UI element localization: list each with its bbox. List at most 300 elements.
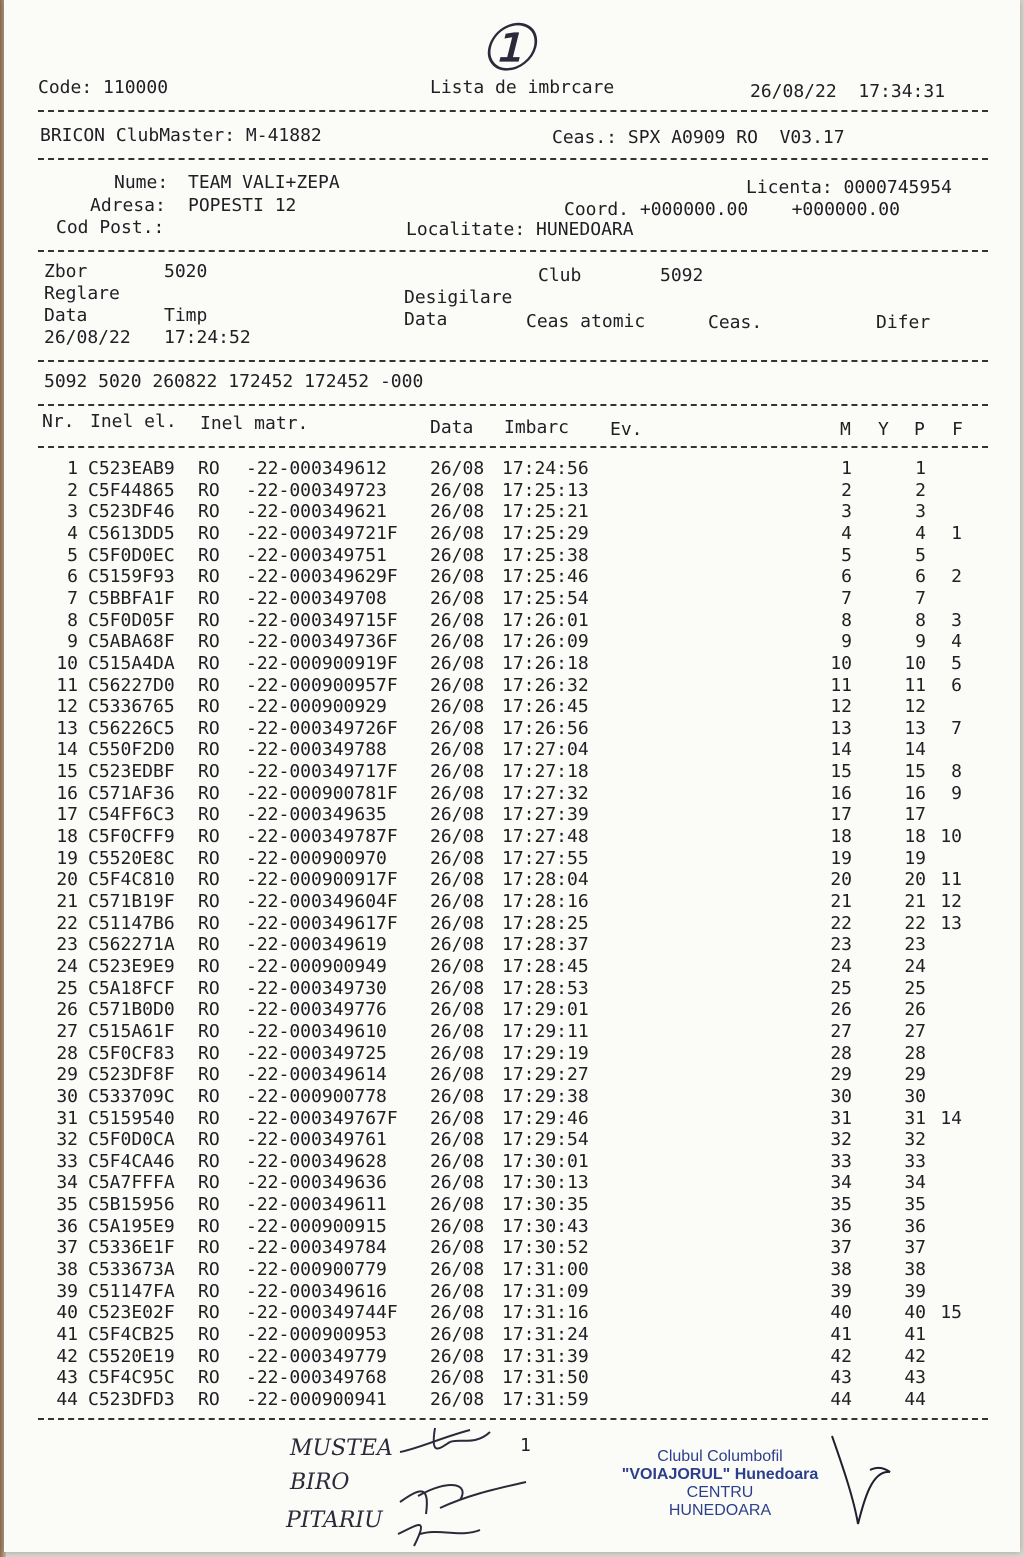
row-electronic-ring: C533709C <box>88 1085 175 1107</box>
row-nr: 18 <box>56 826 78 848</box>
row-date: 26/08 <box>430 847 485 869</box>
table-row <box>0 653 1000 675</box>
row-electronic-ring: C5BBFA1F <box>88 587 175 609</box>
summary-line: 5092 5020 260822 172452 172452 -000 <box>44 371 424 392</box>
row-f: 5 <box>951 652 962 674</box>
row-ring-number: -22-000349610 <box>246 1020 387 1042</box>
row-p: 35 <box>904 1194 926 1216</box>
row-p: 25 <box>904 977 926 999</box>
row-date: 26/08 <box>430 522 485 544</box>
table-row <box>0 523 1000 545</box>
row-electronic-ring: C523DF46 <box>88 501 175 523</box>
table-row <box>0 631 1000 653</box>
row-country: RO <box>198 1259 220 1281</box>
row-date: 26/08 <box>430 999 485 1021</box>
table-row <box>0 956 1000 978</box>
row-p: 1 <box>915 458 926 479</box>
row-nr: 38 <box>56 1259 78 1281</box>
owner-address: POPESTI 12 <box>188 195 297 216</box>
row-m: 32 <box>830 1129 852 1151</box>
row-nr: 3 <box>67 501 78 523</box>
signer-name-3: PITARIU <box>286 1508 383 1533</box>
row-m: 7 <box>841 587 852 609</box>
row-country: RO <box>198 1172 220 1194</box>
row-f: 12 <box>940 891 962 912</box>
row-country: RO <box>198 458 220 479</box>
row-arrival-time: 17:29:27 <box>502 1064 589 1086</box>
table-row <box>0 934 1000 956</box>
row-m: 8 <box>841 609 852 631</box>
row-m: 43 <box>830 1367 852 1389</box>
row-nr: 1 <box>67 458 78 479</box>
row-arrival-time: 17:26:56 <box>502 717 589 739</box>
flight-number: 5020 <box>164 261 208 282</box>
row-p: 39 <box>904 1280 926 1302</box>
row-p: 12 <box>904 696 926 718</box>
row-nr: 16 <box>56 782 78 804</box>
row-nr: 26 <box>56 999 78 1021</box>
row-electronic-ring: C5F4CB25 <box>88 1324 175 1345</box>
row-date: 26/08 <box>430 717 485 739</box>
row-nr: 36 <box>56 1215 78 1237</box>
row-m: 5 <box>841 544 852 566</box>
row-electronic-ring: C550F2D0 <box>88 739 175 761</box>
row-country: RO <box>198 847 220 869</box>
row-date: 26/08 <box>430 1064 485 1086</box>
row-f: 6 <box>951 674 962 696</box>
table-row <box>0 480 1000 502</box>
row-ring-number: -22-000349761 <box>246 1129 387 1151</box>
row-ring-number: -22-000349779 <box>246 1345 387 1367</box>
row-electronic-ring: C5A7FFFA <box>88 1172 175 1194</box>
row-ring-number: -22-000349619 <box>246 934 387 956</box>
row-m: 3 <box>841 501 852 523</box>
row-arrival-time: 17:25:13 <box>502 479 589 501</box>
row-m: 38 <box>830 1259 852 1281</box>
col-y: Y <box>878 419 889 440</box>
row-ring-number: -22-000900941 <box>246 1388 387 1410</box>
row-arrival-time: 17:30:01 <box>502 1150 589 1172</box>
row-electronic-ring: C56227D0 <box>88 674 175 696</box>
row-arrival-time: 17:28:25 <box>502 912 589 934</box>
row-country: RO <box>198 826 220 848</box>
row-date: 26/08 <box>430 587 485 609</box>
row-date: 26/08 <box>430 977 485 999</box>
row-nr: 37 <box>56 1237 78 1259</box>
time-label: Timp <box>164 305 208 326</box>
row-ring-number: -22-000349635 <box>246 804 387 826</box>
row-f: 9 <box>951 782 962 804</box>
row-m: 12 <box>830 696 852 718</box>
row-arrival-time: 17:31:09 <box>502 1280 589 1302</box>
stamp-line-3: CENTRU <box>686 1484 754 1501</box>
name-label: Nume: <box>114 172 169 193</box>
row-p: 26 <box>904 999 926 1021</box>
signer-name-2: BIRO <box>290 1470 350 1495</box>
row-electronic-ring: C5520E19 <box>88 1345 175 1367</box>
row-p: 38 <box>904 1259 926 1281</box>
row-ring-number: -22-000900781F <box>246 782 398 804</box>
row-electronic-ring: C5ABA68F <box>88 631 175 653</box>
row-nr: 9 <box>67 631 78 653</box>
row-date: 26/08 <box>430 869 485 891</box>
row-electronic-ring: C515A4DA <box>88 652 175 674</box>
row-arrival-time: 17:27:32 <box>502 782 589 804</box>
row-country: RO <box>198 1237 220 1259</box>
row-p: 36 <box>904 1215 926 1237</box>
row-nr: 6 <box>67 566 78 588</box>
row-country: RO <box>198 804 220 826</box>
divider <box>38 110 988 112</box>
row-ring-number: -22-000900915 <box>246 1215 387 1237</box>
row-electronic-ring: C5A195E9 <box>88 1215 175 1237</box>
row-m: 30 <box>830 1085 852 1107</box>
row-arrival-time: 17:29:54 <box>502 1129 589 1151</box>
table-row <box>0 1216 1000 1238</box>
col-p: P <box>914 419 925 440</box>
row-p: 28 <box>904 1042 926 1064</box>
row-nr: 34 <box>56 1172 78 1194</box>
row-m: 27 <box>830 1020 852 1042</box>
row-nr: 30 <box>56 1085 78 1107</box>
row-electronic-ring: C56226C5 <box>88 717 175 739</box>
row-date: 26/08 <box>430 1302 485 1324</box>
row-electronic-ring: C571B0D0 <box>88 999 175 1021</box>
row-ring-number: -22-000349708 <box>246 587 387 609</box>
row-date: 26/08 <box>430 739 485 761</box>
code-label: Code: 110000 <box>38 77 169 98</box>
row-nr: 11 <box>56 674 78 696</box>
col-arrival: Imbarc <box>504 417 570 438</box>
row-electronic-ring: C5F44865 <box>88 479 175 501</box>
row-arrival-time: 17:31:50 <box>502 1367 589 1389</box>
row-ring-number: -22-000349721F <box>246 522 398 544</box>
row-ring-number: -22-000349744F <box>246 1302 398 1324</box>
atomic-clock-label: Ceas atomic <box>526 311 646 332</box>
row-electronic-ring: C523E02F <box>88 1302 175 1324</box>
row-m: 18 <box>830 826 852 848</box>
row-arrival-time: 17:29:38 <box>502 1085 589 1107</box>
row-m: 26 <box>830 999 852 1021</box>
table-row <box>0 1151 1000 1173</box>
table-row <box>0 761 1000 783</box>
row-p: 4 <box>915 522 926 544</box>
row-nr: 24 <box>56 955 78 977</box>
row-m: 24 <box>830 955 852 977</box>
row-p: 8 <box>915 609 926 631</box>
row-m: 20 <box>830 869 852 891</box>
row-arrival-time: 17:28:53 <box>502 977 589 999</box>
row-electronic-ring: C5613DD5 <box>88 522 175 544</box>
row-arrival-time: 17:26:45 <box>502 696 589 718</box>
row-f: 13 <box>940 912 962 934</box>
row-date: 26/08 <box>430 1324 485 1345</box>
row-nr: 19 <box>56 847 78 869</box>
row-f: 4 <box>951 631 962 653</box>
row-date: 26/08 <box>430 1020 485 1042</box>
row-electronic-ring: C5F0D0CA <box>88 1129 175 1151</box>
row-f: 1 <box>951 522 962 544</box>
row-arrival-time: 17:25:54 <box>502 587 589 609</box>
row-country: RO <box>198 1150 220 1172</box>
row-nr: 23 <box>56 934 78 956</box>
table-row <box>0 1281 1000 1303</box>
row-electronic-ring: C5F0CF83 <box>88 1042 175 1064</box>
row-date: 26/08 <box>430 544 485 566</box>
row-m: 6 <box>841 566 852 588</box>
row-m: 41 <box>830 1324 852 1345</box>
col-ring-number: Inel matr. <box>200 413 309 434</box>
row-m: 16 <box>830 782 852 804</box>
row-ring-number: -22-000900953 <box>246 1324 387 1345</box>
signatures <box>340 1418 540 1548</box>
stamp-line-2: "VOIAJORUL" Hunedoara <box>621 1466 819 1483</box>
row-electronic-ring: C5159F93 <box>88 566 175 588</box>
setting-time: 17:24:52 <box>164 327 251 348</box>
col-f: F <box>952 419 963 440</box>
row-country: RO <box>198 1345 220 1367</box>
row-country: RO <box>198 912 220 934</box>
row-ring-number: -22-000349636 <box>246 1172 387 1194</box>
row-date: 26/08 <box>430 826 485 848</box>
row-electronic-ring: C5F4C95C <box>88 1367 175 1389</box>
row-nr: 14 <box>56 739 78 761</box>
license-number: Licenta: 0000745954 <box>746 177 952 198</box>
table-row <box>0 978 1000 1000</box>
row-m: 36 <box>830 1215 852 1237</box>
signer-name-1: MUSTEA <box>290 1436 393 1461</box>
row-nr: 13 <box>56 717 78 739</box>
row-date: 26/08 <box>430 1388 485 1410</box>
row-electronic-ring: C5F0CFF9 <box>88 826 175 848</box>
row-ring-number: -22-000349715F <box>246 609 398 631</box>
row-ring-number: -22-000349726F <box>246 717 398 739</box>
row-country: RO <box>198 1194 220 1216</box>
row-arrival-time: 17:26:32 <box>502 674 589 696</box>
row-m: 4 <box>841 522 852 544</box>
row-country: RO <box>198 999 220 1021</box>
row-country: RO <box>198 1324 220 1345</box>
row-electronic-ring: C523EAB9 <box>88 458 175 479</box>
row-electronic-ring: C5336765 <box>88 696 175 718</box>
row-country: RO <box>198 891 220 912</box>
row-country: RO <box>198 1042 220 1064</box>
row-p: 37 <box>904 1237 926 1259</box>
row-ring-number: -22-000349717F <box>246 761 398 783</box>
col-event: Ev. <box>610 419 643 440</box>
row-p: 40 <box>904 1302 926 1324</box>
row-p: 23 <box>904 934 926 956</box>
club-label: Club <box>538 265 582 286</box>
table-row <box>0 1064 1000 1086</box>
row-m: 17 <box>830 804 852 826</box>
row-date: 26/08 <box>430 566 485 588</box>
row-country: RO <box>198 739 220 761</box>
table-row <box>0 1108 1000 1130</box>
postal-code-label: Cod Post.: <box>56 217 165 238</box>
row-electronic-ring: C5336E1F <box>88 1237 175 1259</box>
row-date: 26/08 <box>430 934 485 956</box>
row-p: 16 <box>904 782 926 804</box>
row-p: 30 <box>904 1085 926 1107</box>
row-ring-number: -22-000349767F <box>246 1107 398 1129</box>
row-p: 18 <box>904 826 926 848</box>
table-row <box>0 804 1000 826</box>
row-date: 26/08 <box>430 1215 485 1237</box>
row-date: 26/08 <box>430 479 485 501</box>
row-p: 22 <box>904 912 926 934</box>
row-electronic-ring: C571B19F <box>88 891 175 912</box>
row-arrival-time: 17:29:01 <box>502 999 589 1021</box>
row-p: 41 <box>904 1324 926 1345</box>
row-f: 15 <box>940 1302 962 1324</box>
row-ring-number: -22-000900949 <box>246 955 387 977</box>
stamp-signature <box>824 1430 904 1530</box>
row-country: RO <box>198 652 220 674</box>
row-ring-number: -22-000900779 <box>246 1259 387 1281</box>
clubmaster-label: BRICON ClubMaster: M-41882 <box>40 125 322 146</box>
row-country: RO <box>198 587 220 609</box>
clock-info: Ceas.: SPX A0909 RO V03.17 <box>552 127 845 148</box>
row-m: 44 <box>830 1388 852 1410</box>
row-ring-number: -22-000900778 <box>246 1085 387 1107</box>
flight-label: Zbor <box>44 261 88 282</box>
row-date: 26/08 <box>430 1042 485 1064</box>
row-ring-number: -22-000349612 <box>246 458 387 479</box>
row-arrival-time: 17:27:48 <box>502 826 589 848</box>
row-electronic-ring: C5520E8C <box>88 847 175 869</box>
divider <box>38 404 988 406</box>
locality: Localitate: HUNEDOARA <box>406 219 634 240</box>
row-ring-number: -22-000349604F <box>246 891 398 912</box>
row-arrival-time: 17:25:21 <box>502 501 589 523</box>
row-country: RO <box>198 1107 220 1129</box>
row-electronic-ring: C51147FA <box>88 1280 175 1302</box>
row-country: RO <box>198 1129 220 1151</box>
row-ring-number: -22-000349629F <box>246 566 398 588</box>
difference-label: Difer <box>876 312 931 333</box>
row-electronic-ring: C571AF36 <box>88 782 175 804</box>
row-nr: 44 <box>56 1388 78 1410</box>
table-row <box>0 1346 1000 1368</box>
table-row <box>0 501 1000 523</box>
row-ring-number: -22-000349616 <box>246 1280 387 1302</box>
table-row <box>0 1043 1000 1065</box>
row-ring-number: -22-000349725 <box>246 1042 387 1064</box>
row-nr: 15 <box>56 761 78 783</box>
row-p: 19 <box>904 847 926 869</box>
table-row <box>0 1172 1000 1194</box>
table-row <box>0 826 1000 848</box>
row-m: 19 <box>830 847 852 869</box>
row-p: 43 <box>904 1367 926 1389</box>
row-ring-number: -22-000900957F <box>246 674 398 696</box>
table-row <box>0 588 1000 610</box>
row-electronic-ring: C5F0D05F <box>88 609 175 631</box>
row-country: RO <box>198 977 220 999</box>
unsealing-label: Desigilare <box>404 287 513 308</box>
row-nr: 22 <box>56 912 78 934</box>
row-arrival-time: 17:24:56 <box>502 458 589 479</box>
row-p: 17 <box>904 804 926 826</box>
row-country: RO <box>198 1085 220 1107</box>
row-ring-number: -22-000349751 <box>246 544 387 566</box>
table-row <box>0 869 1000 891</box>
page-number: 1 <box>520 1435 531 1456</box>
row-ring-number: -22-000349621 <box>246 501 387 523</box>
row-date: 26/08 <box>430 1237 485 1259</box>
row-ring-number: -22-000349723 <box>246 479 387 501</box>
row-arrival-time: 17:28:04 <box>502 869 589 891</box>
row-p: 15 <box>904 761 926 783</box>
coordinates: Coord. +000000.00 +000000.00 <box>564 199 900 220</box>
row-nr: 41 <box>56 1324 78 1345</box>
row-arrival-time: 17:27:18 <box>502 761 589 783</box>
row-electronic-ring: C562271A <box>88 934 175 956</box>
row-nr: 28 <box>56 1042 78 1064</box>
row-arrival-time: 17:28:45 <box>502 955 589 977</box>
row-p: 27 <box>904 1020 926 1042</box>
row-date: 26/08 <box>430 1172 485 1194</box>
row-electronic-ring: C523E9E9 <box>88 955 175 977</box>
row-electronic-ring: C5F4CA46 <box>88 1150 175 1172</box>
row-nr: 8 <box>67 609 78 631</box>
row-electronic-ring: C515A61F <box>88 1020 175 1042</box>
row-date: 26/08 <box>430 1367 485 1389</box>
table-row <box>0 458 1000 480</box>
table-row <box>0 718 1000 740</box>
row-country: RO <box>198 1302 220 1324</box>
row-f: 10 <box>940 826 962 848</box>
row-ring-number: -22-000349768 <box>246 1367 387 1389</box>
row-m: 33 <box>830 1150 852 1172</box>
row-electronic-ring: C5159540 <box>88 1107 175 1129</box>
row-ring-number: -22-000349614 <box>246 1064 387 1086</box>
row-date: 26/08 <box>430 1194 485 1216</box>
row-nr: 25 <box>56 977 78 999</box>
handwritten-mark: ① <box>478 12 536 86</box>
row-electronic-ring: C523DFD3 <box>88 1388 175 1410</box>
col-m: M <box>840 419 851 440</box>
row-p: 34 <box>904 1172 926 1194</box>
row-arrival-time: 17:30:43 <box>502 1215 589 1237</box>
print-datetime: 26/08/22 17:34:31 <box>750 81 946 102</box>
address-label: Adresa: <box>90 195 166 216</box>
row-f: 11 <box>940 869 962 891</box>
table-row <box>0 1367 1000 1389</box>
row-nr: 40 <box>56 1302 78 1324</box>
row-m: 14 <box>830 739 852 761</box>
row-country: RO <box>198 955 220 977</box>
row-arrival-time: 17:26:09 <box>502 631 589 653</box>
row-ring-number: -22-000349788 <box>246 739 387 761</box>
row-m: 15 <box>830 761 852 783</box>
row-country: RO <box>198 674 220 696</box>
setting-date: 26/08/22 <box>44 327 131 348</box>
row-arrival-time: 17:29:19 <box>502 1042 589 1064</box>
row-m: 39 <box>830 1280 852 1302</box>
table-row <box>0 783 1000 805</box>
row-country: RO <box>198 934 220 956</box>
row-country: RO <box>198 1020 220 1042</box>
row-date: 26/08 <box>430 674 485 696</box>
row-m: 22 <box>830 912 852 934</box>
row-p: 33 <box>904 1150 926 1172</box>
setting-label: Reglare <box>44 283 120 304</box>
row-p: 13 <box>904 717 926 739</box>
table-row <box>0 848 1000 870</box>
row-country: RO <box>198 631 220 653</box>
